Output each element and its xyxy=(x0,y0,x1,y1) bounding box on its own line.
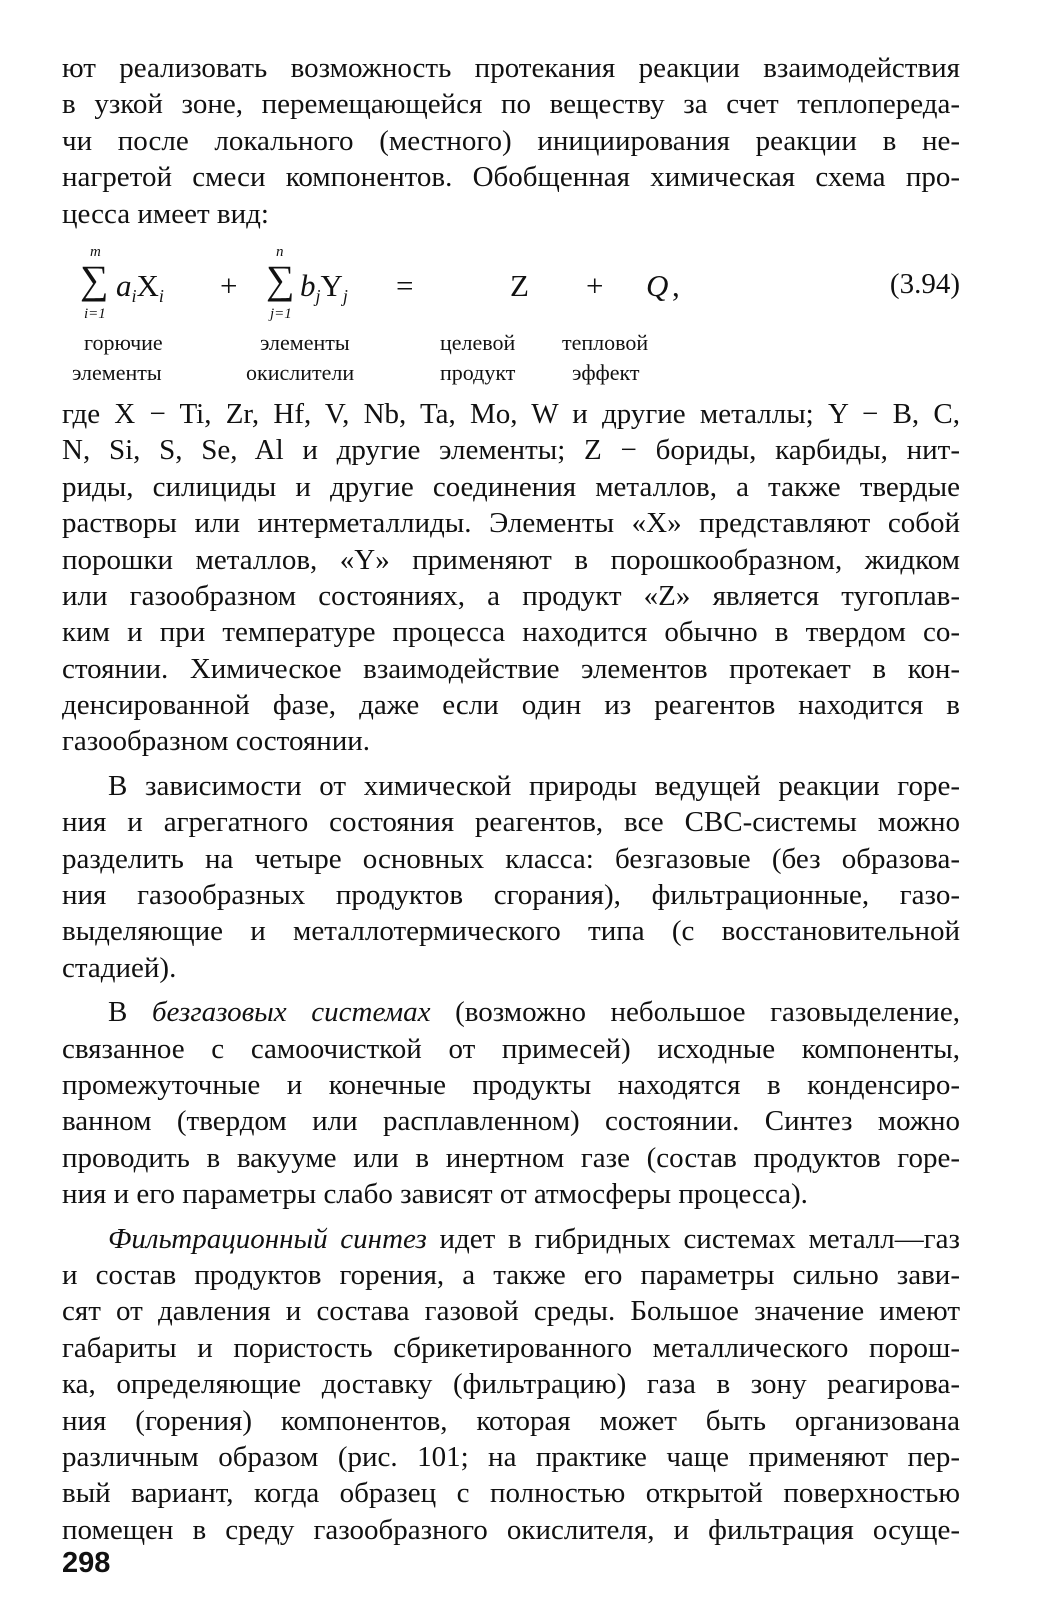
text-fragment: идет в гибридных системах металл—газ xyxy=(426,1222,960,1255)
text-line: газообразном состоянии. xyxy=(62,725,371,758)
term2-var: Y xyxy=(320,267,343,303)
label-heat-1: тепловой xyxy=(562,329,649,355)
text-line: ванном (твердом или расплавленном) состоянии. Синтез можно xyxy=(62,1105,960,1138)
paragraph-where xyxy=(62,396,960,760)
text-line: габариты и пористость сбрикетированного металлического порош- xyxy=(62,1331,960,1364)
text-line: вый вариант, когда образец с полностью открытой поверхностью xyxy=(62,1477,960,1510)
sum1-sigma: ∑ xyxy=(80,256,109,302)
text-line: нагретой смеси компонентов. Обобщенная химическая схема про- xyxy=(62,161,960,194)
equation-number: (3.94) xyxy=(889,267,960,300)
paragraph-gasless xyxy=(62,994,960,1212)
label-fuel-1: горючие xyxy=(84,329,163,355)
term2-var-sub: j xyxy=(342,285,348,306)
equals-sign: = xyxy=(396,267,414,303)
text-line: проводить в вакууме или в инертном газе (состав продуктов горе- xyxy=(62,1141,960,1174)
text-line: сят от давления и состава газовой среды. Большое значение имеют xyxy=(62,1295,960,1328)
paragraph-intro xyxy=(62,50,960,232)
term1-var-sub: i xyxy=(158,285,164,306)
label-fuel-2: элементы xyxy=(72,359,162,385)
text-line: чи после локального (местного) инициирования реакции в не- xyxy=(62,124,960,157)
sum1-upper-limit: m xyxy=(90,243,101,260)
sum2-sigma: ∑ xyxy=(266,256,295,302)
plus-sign: + xyxy=(586,267,604,303)
term2 xyxy=(300,268,348,307)
text-line: помещен в среду газообразного окислителя, и фильтрация осуще- xyxy=(62,1513,960,1546)
paragraph-classes xyxy=(62,768,960,986)
text-line: ния и его параметры слабо зависят от атмосферы процесса). xyxy=(62,1178,808,1211)
equation-block xyxy=(62,243,960,386)
text-line: В зависимости от химической природы ведущей реакции горе- xyxy=(108,769,960,802)
text-line: промежуточные и конечные продукты находятся в конденсиро- xyxy=(62,1068,960,1101)
equation xyxy=(80,243,960,326)
comma: , xyxy=(672,267,680,303)
italic-term: безгазовых системах xyxy=(151,996,431,1029)
term1 xyxy=(116,268,164,307)
sum1-lower-limit: i=1 xyxy=(84,305,106,322)
heat-symbol: Q xyxy=(646,267,669,303)
text-line: растворы или интерметаллиды. Элементы «X» представляют собой xyxy=(62,507,960,540)
text-line: денсированной фазе, даже если один из реагентов находится в xyxy=(62,689,960,722)
text-line xyxy=(62,994,960,1030)
plus-sign: + xyxy=(220,267,238,303)
text-line: стоянии. Химическое взаимодействие элементов протекает в кон- xyxy=(62,652,960,685)
text-line: различным образом (рис. 101; на практике чаще применяют пер- xyxy=(62,1440,960,1473)
product-symbol: Z xyxy=(510,267,529,303)
text-line: или газообразном состояниях, а продукт «Z» является тугоплав- xyxy=(62,579,960,612)
text-line: порошки металлов, «Y» применяют в порошкообразном, жидком xyxy=(62,543,960,576)
text-line: N, Si, S, Se, Al и другие элементы; Z − бориды, карбиды, нит- xyxy=(62,434,960,467)
label-target-2: продукт xyxy=(440,359,516,385)
text-line: разделить на четыре основных класса: безгазовые (без образова- xyxy=(62,842,960,875)
page-number: 298 xyxy=(62,1547,111,1579)
label-heat-2: эффект xyxy=(572,359,640,385)
sum2-lower-limit: j=1 xyxy=(270,305,292,322)
italic-term: Фильтрационный синтез xyxy=(108,1222,427,1255)
text-fragment: (возможно небольшое газовыделение, xyxy=(430,996,961,1029)
label-oxid-2: окислители xyxy=(246,359,355,385)
term1-var: X xyxy=(136,267,159,303)
term1-coef: a xyxy=(116,267,132,303)
text-line: выделяющие и металлотермического типа (с восстановительной xyxy=(62,915,960,948)
text-line: ния газообразных продуктов сгорания), фильтрационные, газо- xyxy=(62,879,960,912)
label-oxid-1: элементы xyxy=(260,329,350,355)
text-line: ния (горения) компонентов, которая может быть организована xyxy=(62,1404,960,1437)
text-line: ют реализовать возможность протекания реакции взаимодействия xyxy=(62,52,960,84)
text-line: где X − Ti, Zr, Hf, V, Nb, Ta, Mo, W и другие металлы; Y − B, C, xyxy=(62,397,960,430)
paragraph-filtration xyxy=(62,1221,960,1549)
text-line xyxy=(62,1221,960,1257)
text-line: связанное с самоочисткой от примесей) исходные компоненты, xyxy=(62,1032,960,1065)
label-target-1: целевой xyxy=(440,329,516,355)
term1-coef-sub: i xyxy=(131,285,137,306)
text-line: ния и агрегатного состояния реагентов, все СВС-системы можно xyxy=(62,806,960,839)
text-line: ким и при температуре процесса находится обычно в твердом со- xyxy=(62,616,960,649)
text-line: цесса имеет вид: xyxy=(62,197,269,230)
text-line: ка, определяющие доставку (фильтрацию) газа в зону реагирова- xyxy=(62,1368,960,1401)
term2-coef: b xyxy=(300,267,316,303)
text-fragment: В xyxy=(108,996,152,1029)
term2-coef-sub: j xyxy=(315,285,321,306)
sum2-upper-limit: n xyxy=(276,243,284,260)
text-line: стадией). xyxy=(62,951,177,984)
text-line: в узкой зоне, перемещающейся по веществу за счет теплопереда- xyxy=(62,88,960,121)
text-line: и состав продуктов горения, а также его параметры сильно зави- xyxy=(62,1258,960,1291)
text-line: риды, силициды и другие соединения металлов, а также твердые xyxy=(62,470,960,503)
